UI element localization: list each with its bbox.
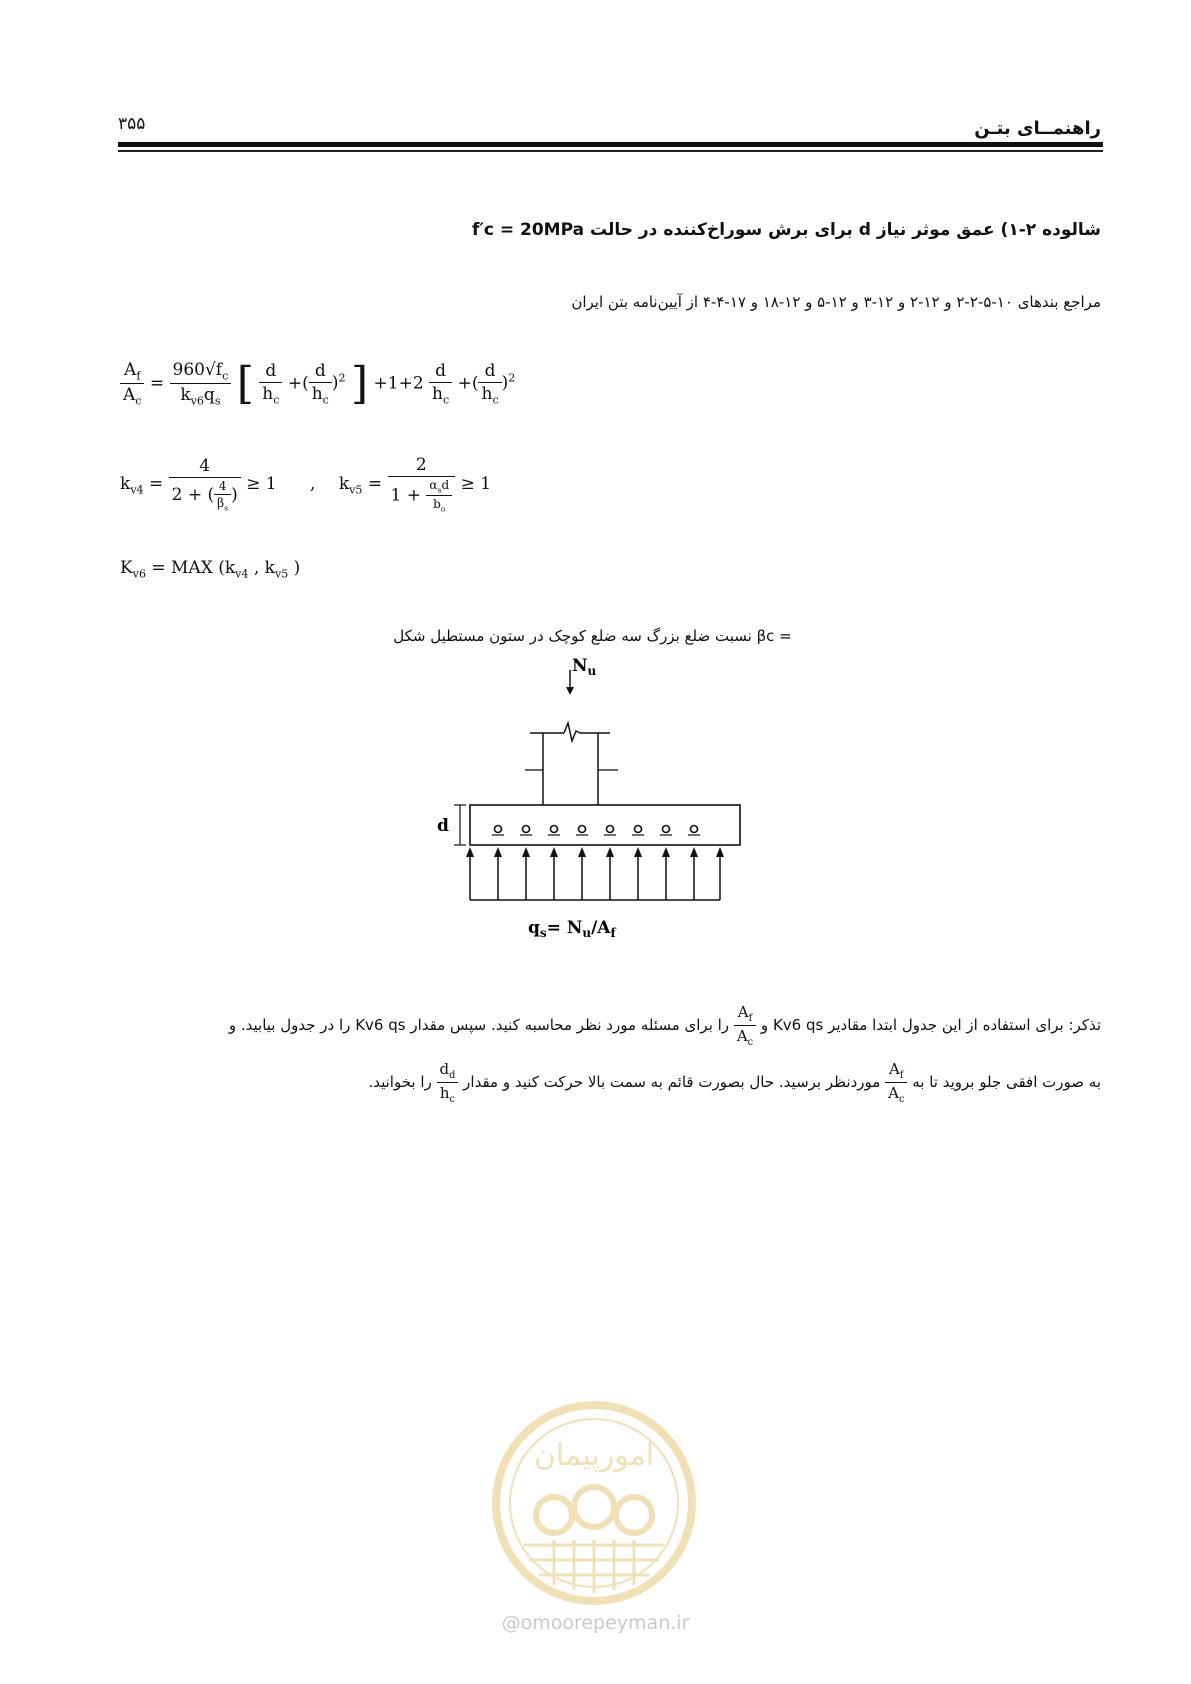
formula-kv4-kv5: $k_{v4}$ = 4 2 + ( $\frac{4}{\beta_s}$ ) ≥ 1 , $k_{v5}$ = 2 1 + $\frac{\alpha_sd}{b_o}$ ≥ 1 — [120, 455, 492, 514]
coefficient-fraction: $\frac{960√f_c}{k_{v6}q_s}$ — [170, 360, 232, 408]
rebars — [495, 826, 698, 833]
pressure-caption: $q_s= N_u/A_f$ — [528, 918, 616, 940]
soil-pressure-arrows — [470, 851, 720, 900]
watermark-logo — [484, 1395, 704, 1609]
page-number: ۳۵۵ — [118, 114, 146, 134]
formula-kv6-max: $K_{v6}$ = MAX ($k_{v4}$ , $k_{v5}$ ) — [120, 558, 301, 581]
section-title: شالوده ۲-۱) عمق موثر نیاز d برای برش سوراخ‌کننده در حالت f′c = 20MPa — [471, 220, 1101, 240]
lhs-fraction: $\frac{A_f}{A_c}$ — [120, 360, 144, 408]
depth-label: d — [437, 816, 449, 836]
load-label: $N_u$ — [572, 656, 597, 678]
footing-svg — [437, 655, 770, 965]
header-rule-thick — [118, 142, 1103, 147]
references-line: مراجع بندهای ۱۰-۵-۲-۲ و ۱۲-۲ و ۱۲-۳ و ۱۲-۵ و ۱۲-۱۸ و ۱۷-۴-۴ از آیین‌نامه بتن ایران — [571, 293, 1101, 311]
usage-note-line1: تذکر: برای استفاده از این جدول ابتدا مقادیر K‎v6 q‎s و $\frac{A_f}{A_c}$ را برای مسئله مورد نظر محاسبه کنید. سپس مقدار K‎v6 q‎s را در جدول بیابید. و — [228, 1003, 1101, 1048]
load-arrow — [566, 687, 574, 695]
formula-af-ac: $\frac{A_f}{A_c}$ = $\frac{960√f_c}{k_{v6}q_s}$ [ $\frac{d}{h_c}$ +( $\frac{d}{h_c}$ )$^2$ ] +1+2 $\frac{d}{h_c}$ +( $\frac{d}{h_c}$ )$^2$ — [120, 360, 515, 408]
running-header-title: راهنمــای بتـن — [974, 118, 1101, 139]
footing-diagram — [437, 655, 770, 969]
header-rule-thin — [118, 150, 1103, 152]
footing-rect — [470, 805, 740, 845]
watermark-site: @omoorepeyman.ir — [501, 1612, 690, 1634]
svg-text:امورپیمان: امورپیمان — [533, 1438, 655, 1473]
beta-definition: = β‎c نسبت ضلع بزرگ سه ضلع کوچک در ستون مستطیل شکل — [393, 627, 792, 645]
usage-note-line2: به صورت افقی جلو بروید تا به $\frac{A_f}{A_c}$ موردنظر برسید. حال بصورت قائم به سمت بالا حرکت کنید و مقدار $\frac{d_d}{h_c}$ را بخوانید. — [368, 1060, 1101, 1105]
